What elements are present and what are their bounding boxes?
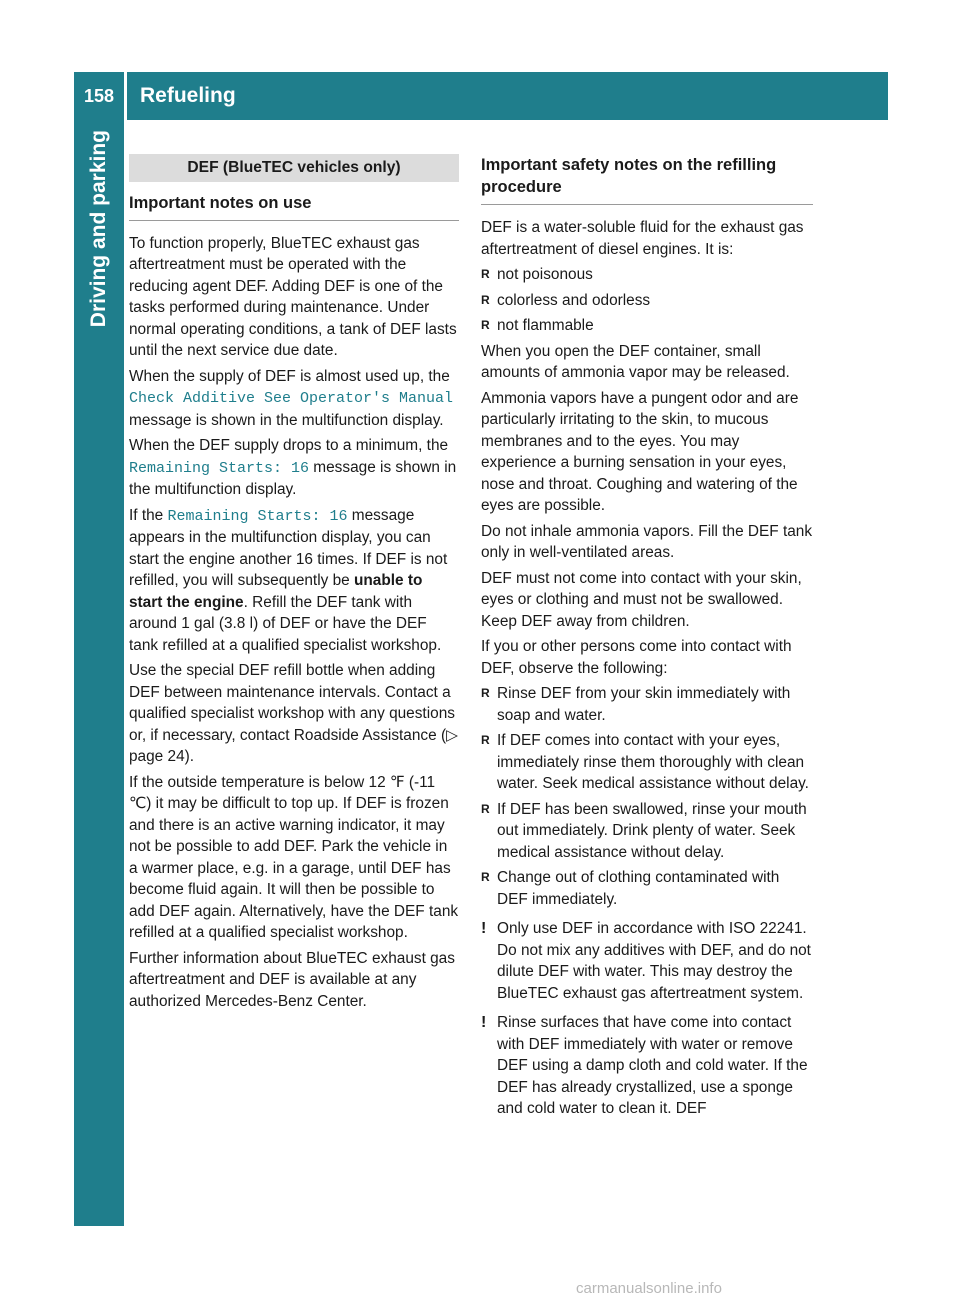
list-item: R If DEF has been swallowed, rinse your mouth out immediately. Drink plenty of water. Seek medical assistance without delay.	[481, 799, 813, 864]
display-message: Check Additive See Operator's Manual	[129, 390, 454, 407]
paragraph	[129, 505, 459, 657]
paragraph: If the outside temperature is below 12 ℉ (‑11 ℃) it may be difficult to top up. If DEF is frozen and there is an active warning indicator, it may not be possible to add DEF. Park the vehicle in a warmer place, e.g. in a garage, until DEF has become fluid again. It will then be possible to add DEF again. Alternatively, have the DEF tank refilled at a qualified specialist workshop.	[129, 773, 459, 941]
watermark: carmanualsonline.info	[576, 1280, 722, 1297]
text: message is shown in the multifunction display.	[129, 458, 457, 498]
side-tab-label-wrap	[74, 130, 124, 530]
section-heading: DEF (BlueTEC vehicles only)	[129, 154, 459, 182]
paragraph: Ammonia vapors have a pungent odor and are particularly irritating to the skin, to mucous membranes and to the eyes. You may experience a burning sensation in your eyes, nose and throat. Coughing and watering of the eyes are possible.	[481, 389, 799, 514]
list-item: R Change out of clothing contaminated with DEF immediately.	[481, 867, 813, 910]
warning-text: Only use DEF in accordance with ISO 22241. Do not mix any additives with DEF, and do not dilute DEF with water. This may destroy the BlueTEC exhaust gas aftertreatment system.	[497, 920, 811, 1002]
paragraph: DEF must not come into contact with your skin, eyes or clothing and must not be swallowed. Keep DEF away from children.	[481, 569, 802, 630]
display-message: Remaining Starts: 16	[129, 459, 310, 477]
side-tab-label: Driving and parking	[87, 130, 110, 328]
paragraph: If you or other persons come into contact with DEF, observe the following:	[481, 638, 792, 677]
list-item: R If DEF comes into contact with your eyes, immediately rinse them thoroughly with clean water. Seek medical assistance without delay.	[481, 730, 813, 795]
warning-icon: !	[481, 1014, 487, 1031]
text: When the supply of DEF is almost used up, the	[129, 367, 450, 385]
display-message: Remaining Starts: 16	[167, 507, 348, 525]
sub-heading-safety: Important safety notes on the refilling procedure	[481, 154, 813, 205]
list-item: R colorless and odorless	[481, 290, 813, 312]
text: message appears in the multifunction display, you can start the engine another 16 times. If DEF is not refilled, you will subsequently be	[129, 506, 448, 589]
left-column	[129, 154, 459, 1016]
bullet-list	[481, 264, 813, 337]
sub-heading-notes: Important notes on use	[129, 192, 459, 221]
header-divider	[124, 72, 127, 120]
warning-text: Rinse surfaces that have come into contact with DEF immediately with water or remove DEF using a damp cloth and cold water. If the DEF has already crystallized, use a sponge and cold water to clean it. DEF	[497, 1014, 808, 1117]
bold-text: unable to start the engine	[129, 572, 423, 611]
page-number: 158	[83, 85, 115, 106]
paragraph	[129, 435, 459, 501]
paragraph: When you open the DEF container, small amounts of ammonia vapor may be released.	[481, 342, 790, 381]
warning-note	[481, 918, 813, 1004]
paragraph: DEF is a water-soluble fluid for the exhaust gas aftertreatment of diesel engines. It is:	[481, 219, 804, 258]
page-title: Refueling	[140, 84, 236, 107]
paragraph: Further information about BlueTEC exhaust gas aftertreatment and DEF is available at any authorized Mercedes-Benz Center.	[129, 949, 455, 1010]
text: . Refill the DEF tank with around 1 gal (3.8 l) of DEF or have the DEF tank refilled at a qualified specialist workshop.	[129, 593, 442, 654]
text: If the	[129, 506, 168, 524]
paragraph: To function properly, BlueTEC exhaust gas aftertreatment must be operated with the reducing agent DEF. Adding DEF is one of the tasks performed during maintenance. Under normal operating conditions, a tank of DEF lasts until the next service due date.	[129, 234, 457, 359]
warning-icon: !	[481, 920, 487, 937]
warning-note	[481, 1012, 813, 1120]
text: message is shown in the multifunction display.	[129, 411, 444, 429]
list-item: R not poisonous	[481, 264, 813, 286]
paragraph	[129, 366, 459, 432]
bullet-list	[481, 683, 813, 910]
text: When the DEF supply drops to a minimum, the	[129, 437, 449, 454]
right-column	[481, 154, 813, 1128]
list-item: R not flammable	[481, 315, 813, 337]
paragraph: Do not inhale ammonia vapors. Fill the DEF tank only in well-ventilated areas.	[481, 522, 813, 561]
paragraph: Use the special DEF refill bottle when adding DEF between maintenance intervals. Contact a qualified specialist workshop with any questions or, if necessary, contact Roadside Assistance (▷ page 24).	[129, 662, 458, 765]
list-item: R Rinse DEF from your skin immediately with soap and water.	[481, 683, 813, 726]
